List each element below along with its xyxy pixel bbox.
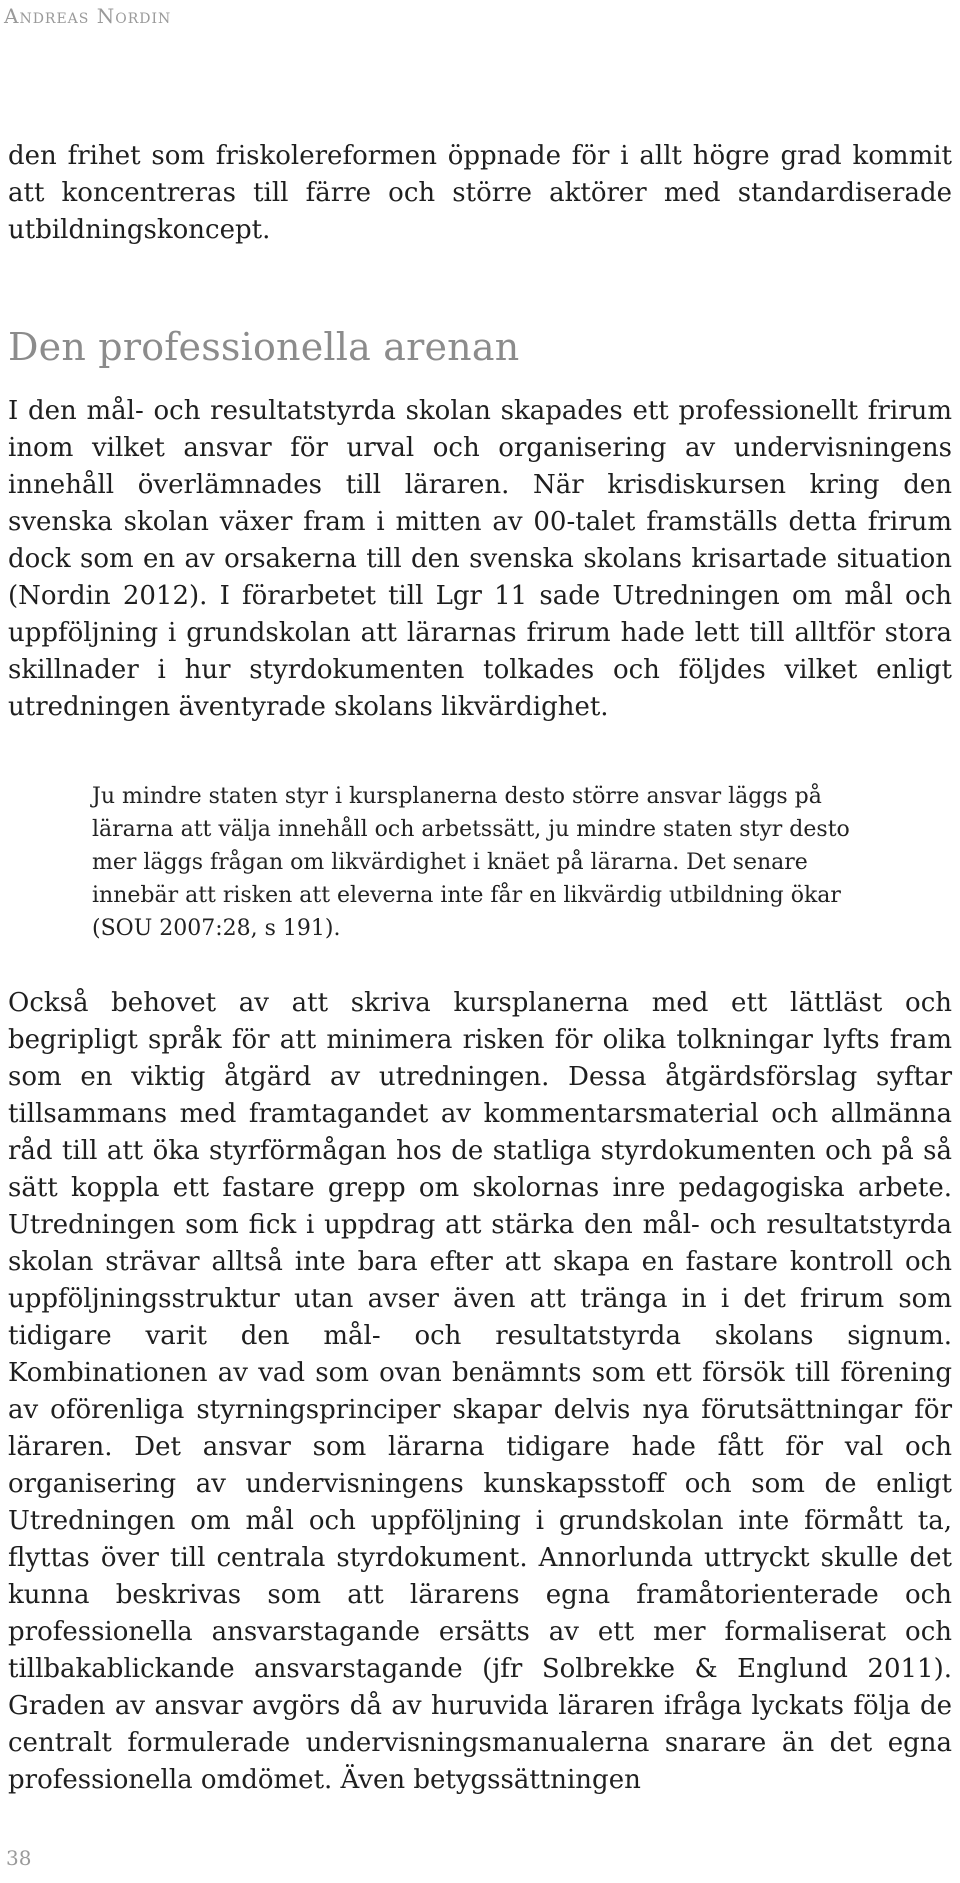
body-paragraph-also: Också behovet av att skriva kursplanerna med ett lättläst och begripligt språk för att minimera risken för olika tolkningar lyfts fram som en viktig åtgärd av utredningen. Dessa åtgärdsförslag syftar tillsammans med framtagandet av kommentarsmaterial och allmänna råd till att öka styrförmågan hos de statliga styrdokumenten och på så sätt koppla ett fastare grepp om skolornas inre pedagogiska arbete. Utredningen som fick i uppdrag att stärka den mål- och resultatstyrda skolan strävar alltså inte bara efter att skapa en fastare kontroll och uppföljningsstruktur utan avser även att tränga in i det frirum som tidigare varit den mål- och resultatstyrda skolans signum. Kombinationen av vad som ovan benämnts som ett försök till förening av oförenliga styrningsprinciper skapar delvis nya förutsättningar för läraren. Det ansvar som lärarna tidigare hade fått för val och organisering av undervisningens kunskapsstoff och som de enligt Utredningen om mål och uppföljning i grundskolan inte förmått ta, flyttas över till centrala styrdokument. Annorlunda uttryckt skulle det kunna beskrivas som att lärarens egna framåtorienterade och professionella ansvarstagande ersätts av ett mer formaliserat och tillbakablickande ansvarstagande (jfr Solbrekke & Englund 2011). Graden av ansvar avgörs då av huruvida läraren ifråga lyckats följa de centralt formulerade undervisningsmanualerna snarare än det egna professionella omdömet. Även betygssättningen xyxy=(8,988,952,1795)
page-number: 38 xyxy=(6,1846,32,1870)
running-header: Andreas Nordin xyxy=(4,4,172,28)
body-paragraph-continuation: den frihet som friskolereformen öppnade för i allt högre grad kommit att koncentreras till färre och större aktörer med standardiserade utbildningskoncept. xyxy=(8,141,952,245)
block-quote: Ju mindre staten styr i kursplanerna desto större ansvar läggs på lärarna att välja innehåll och arbetssätt, ju mindre staten styr desto mer läggs frågan om likvärdighet i knäet på lärarna. Det senare innebär att risken att eleverna inte får en likvärdig utbildning ökar (SOU 2007:28, s 191). xyxy=(92,784,850,941)
body-paragraph-professional-arena: I den mål- och resultatstyrda skolan skapades ett professionellt frirum inom vilket ansvar för urval och organisering av undervisningens innehåll överlämnades till läraren. När krisdiskursen kring den svenska skolan växer fram i mitten av 00-talet framställs detta frirum dock som en av orsakerna till den svenska skolans krisartade situation (Nordin 2012). I förarbetet till Lgr 11 sade Utredningen om mål och uppföljning i grundskolan att lärarnas frirum hade lett till alltför stora skillnader i hur styrdokumenten tolkades och följdes vilket enligt utredningen äventyrade skolans likvärdighet. xyxy=(8,396,952,722)
section-heading: Den professionella arenan xyxy=(8,325,520,369)
